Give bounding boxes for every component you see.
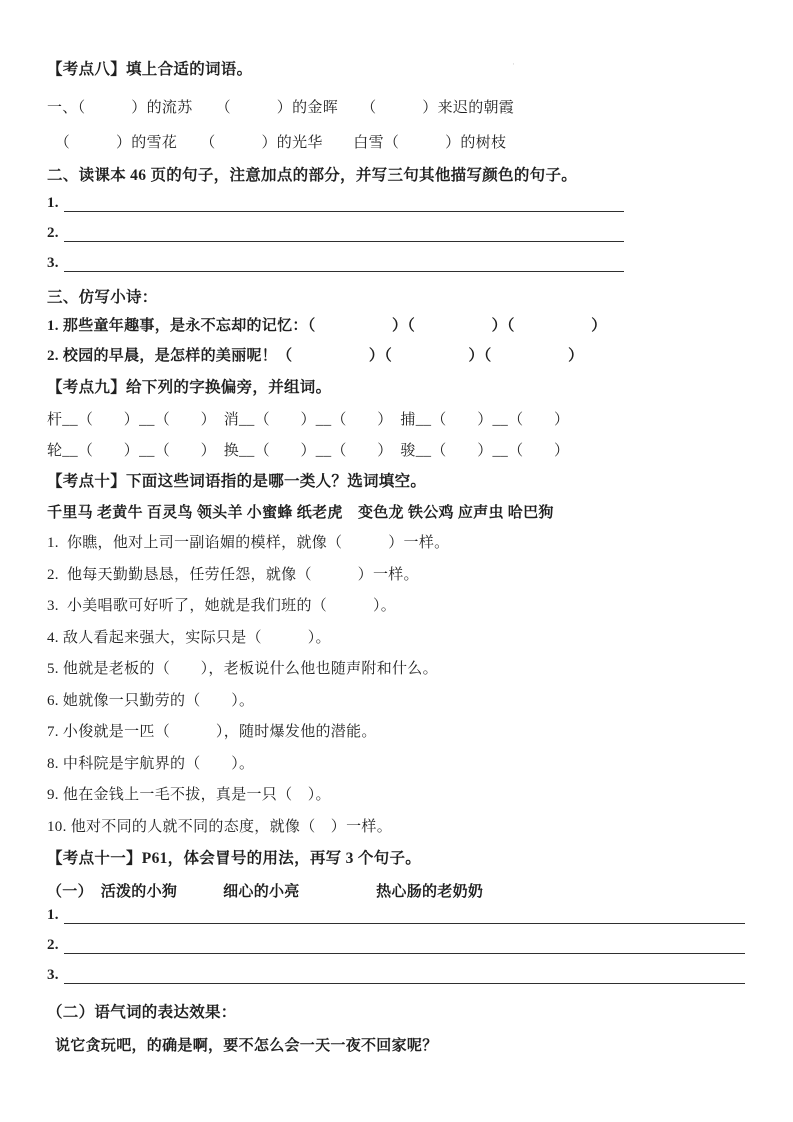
task2-heading: 二、读课本 46 页的句子，注意加点的部分，并写三句其他描写颜色的句子。 xyxy=(47,167,578,184)
exam11-part2-sentence: 说它贪玩吧，的确是啊，要不怎么会一天一夜不回家呢？ xyxy=(55,1038,438,1054)
exam10-item: 4. 敌人看起来强大，实际只是（ ）。 xyxy=(47,630,331,646)
answer-line-number: 2. xyxy=(47,937,59,953)
answer-line-number: 2. xyxy=(47,225,59,241)
exam10-item: 2. 他每天勤勤恳恳，任劳任怨，就像（ ）一样。 xyxy=(47,567,419,583)
exam10-item: 5. 他就是老板的（ ），老板说什么他也随声附和什么。 xyxy=(47,661,438,677)
answer-line xyxy=(47,252,745,272)
exam10-item: 6. 她就像一只勤劳的（ ）。 xyxy=(47,693,255,709)
exam10-item: 1. 你瞧，他对上司一副谄媚的模样，就像（ ）一样。 xyxy=(47,535,450,551)
answer-rule[interactable] xyxy=(64,193,624,212)
answer-line xyxy=(47,192,745,212)
answer-line-number: 1. xyxy=(47,195,59,211)
answer-line xyxy=(47,964,745,984)
exam8-row1: 一、（ ）的流苏 （ ）的金晖 （ ）来迟的朝霞 xyxy=(47,100,515,116)
exam10-heading: 【考点十】下面这些词语指的是哪一类人？选词填空。 xyxy=(47,473,427,490)
exam9-heading: 【考点九】给下列的字换偏旁，并组词。 xyxy=(47,379,332,396)
answer-rule[interactable] xyxy=(64,965,745,984)
answer-line-number: 3. xyxy=(47,255,59,271)
exam9-row2: 轮__（ ）__（ ） 换__（ ）__（ ） 骏__（ ）__（ ） xyxy=(47,443,570,459)
task3-row1: 1. 那些童年趣事，是永不忘却的记忆：（ ）（ ）（ ） xyxy=(47,318,607,334)
exam10-item: 10. 他对不同的人就不同的态度，就像（ ）一样。 xyxy=(47,819,393,835)
exam8-row2: （ ）的雪花 （ ）的光华 白雪（ ）的树枝 xyxy=(47,135,507,151)
exam10-item: 9. 他在金钱上一毛不拔，真是一只（ ）。 xyxy=(47,787,331,803)
answer-rule[interactable] xyxy=(64,253,624,272)
exam8-heading: 【考点八】填上合适的词语。 xyxy=(47,61,253,78)
exam11-part1-labels: （一） 活泼的小狗 细心的小亮 热心肠的老奶奶 xyxy=(47,884,484,900)
exam11-heading: 【考点十一】P61，体会冒号的用法，再写 3 个句子。 xyxy=(47,850,422,867)
exam9-row1: 杆__（ ）__（ ） 消__（ ）__（ ） 捕__（ ）__（ ） xyxy=(47,412,570,428)
answer-line-number: 1. xyxy=(47,907,59,923)
answer-rule[interactable] xyxy=(64,223,624,242)
exam10-item: 8. 中科院是宇航界的（ ）。 xyxy=(47,756,255,772)
answer-line xyxy=(47,904,745,924)
answer-line xyxy=(47,222,745,242)
stray-mark: · xyxy=(512,59,515,69)
answer-line xyxy=(47,934,745,954)
exam10-word-bank: 千里马 老黄牛 百灵鸟 领头羊 小蜜蜂 纸老虎 变色龙 铁公鸡 应声虫 哈巴狗 xyxy=(47,505,554,521)
task3-row2: 2. 校园的早晨，是怎样的美丽呢！（ ）（ ）（ ） xyxy=(47,348,584,364)
exam11-part2-heading: （二）语气词的表达效果： xyxy=(47,1004,237,1021)
answer-rule[interactable] xyxy=(64,935,745,954)
exam10-item: 3. 小美唱歌可好听了，她就是我们班的（ ）。 xyxy=(47,598,397,614)
answer-rule[interactable] xyxy=(64,905,745,924)
exam10-item: 7. 小俊就是一匹（ ），随时爆发他的潜能。 xyxy=(47,724,377,740)
answer-line-number: 3. xyxy=(47,967,59,983)
task3-heading: 三、仿写小诗： xyxy=(47,289,158,306)
